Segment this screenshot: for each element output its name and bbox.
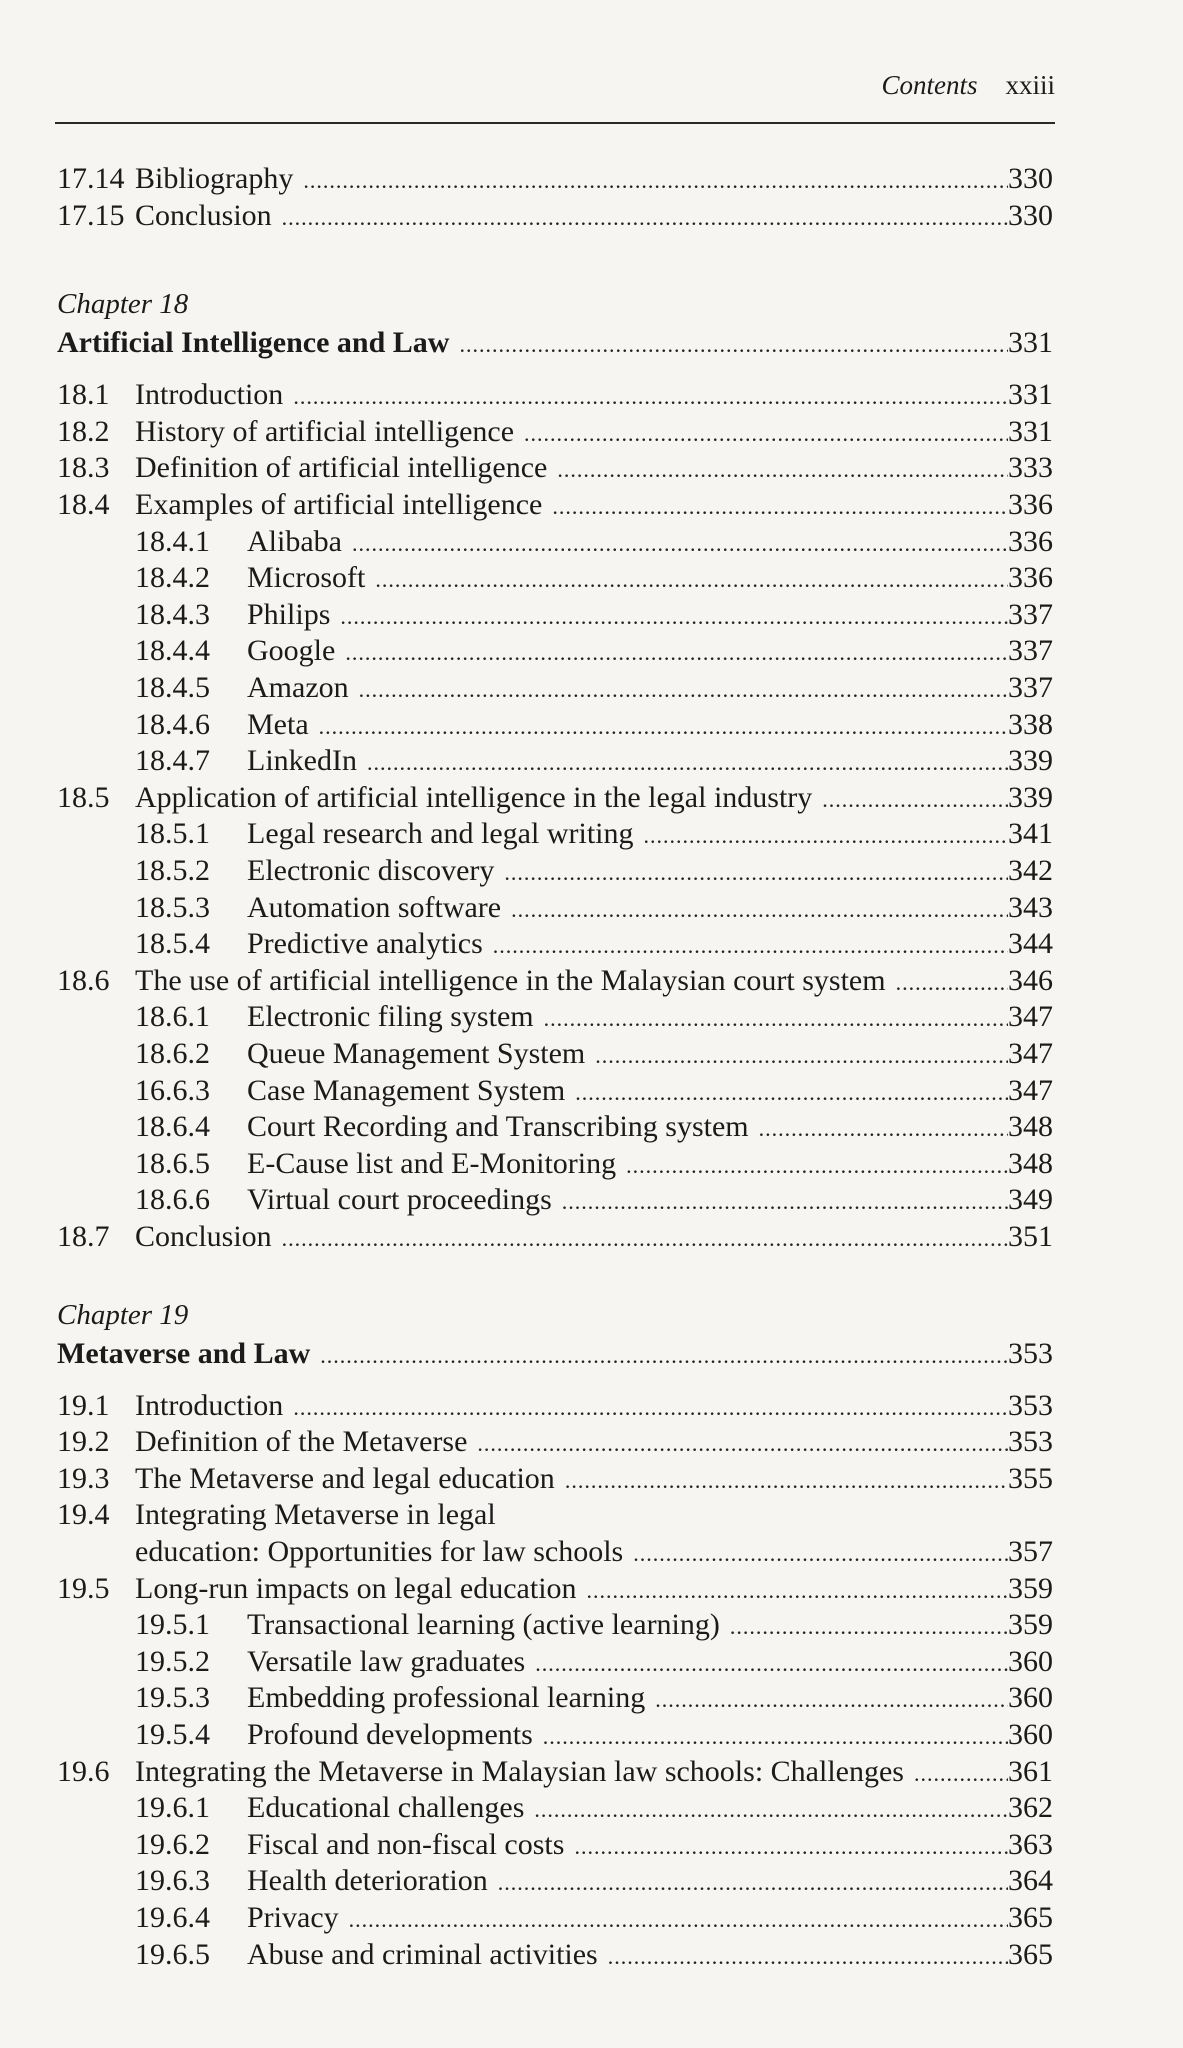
toc-entry[interactable] — [0, 1072, 1183, 1109]
section-number: 18.4.7 — [135, 744, 210, 778]
section-number: 18.6 — [57, 963, 110, 997]
dot-leader — [534, 1791, 1008, 1828]
section-title: Versatile law graduates — [247, 1644, 526, 1678]
dot-leader — [543, 1718, 1008, 1755]
dot-leader — [633, 1535, 1008, 1572]
page-number: 359 — [1008, 1608, 1053, 1642]
toc-entry[interactable] — [0, 889, 1183, 926]
section-title: Queue Management System — [247, 1037, 586, 1070]
section-title: Health deterioration — [247, 1864, 488, 1898]
section-number: 18.6.4 — [135, 1110, 210, 1144]
section-title: Fiscal and non-fiscal costs — [247, 1827, 565, 1861]
toc-entry[interactable] — [0, 160, 1183, 197]
page-number: 361 — [1008, 1754, 1053, 1788]
toc-entry[interactable] — [0, 1570, 1183, 1607]
toc-entry[interactable] — [0, 1035, 1183, 1072]
section-number: 18.5.4 — [135, 927, 210, 961]
page-number: 360 — [1008, 1718, 1053, 1751]
section-title: Automation software — [247, 890, 502, 924]
toc-entry[interactable] — [0, 1423, 1183, 1460]
toc-entry[interactable] — [0, 1533, 1183, 1570]
section-title: Privacy — [247, 1901, 339, 1934]
running-head — [0, 70, 1055, 101]
section-number: 18.5.1 — [135, 817, 210, 851]
page-number: 347 — [1008, 1073, 1053, 1107]
section-title: Conclusion — [135, 198, 272, 232]
page-number: 359 — [1008, 1571, 1053, 1605]
section-number: 18.4.1 — [135, 524, 210, 558]
section-number: 18.6.6 — [135, 1183, 210, 1217]
dot-leader — [608, 1938, 1008, 1975]
section-number: 19.6 — [57, 1754, 110, 1788]
page-number: 353 — [1008, 1388, 1053, 1422]
section-number: 17.15 — [57, 198, 125, 232]
section-title: Educational challenges — [247, 1791, 525, 1825]
dot-leader — [557, 451, 1008, 488]
page-number: 337 — [1008, 597, 1053, 631]
section-title: Electronic discovery — [247, 854, 495, 887]
section-number: 18.6.2 — [135, 1037, 210, 1070]
page-number: 336 — [1008, 561, 1053, 595]
page-number: 357 — [1008, 1535, 1053, 1568]
toc-entry[interactable] — [0, 1679, 1183, 1716]
section-number: 19.6.4 — [135, 1901, 210, 1934]
section-title: History of artificial intelligence — [135, 414, 515, 448]
section-number: 19.5.3 — [135, 1681, 210, 1715]
page-number: 348 — [1008, 1146, 1053, 1180]
header-rule — [55, 122, 1055, 124]
dot-leader — [345, 634, 1008, 671]
toc-entry[interactable] — [0, 197, 1183, 234]
section-title: Long-run impacts on legal education — [135, 1571, 577, 1605]
section-number: 19.6.3 — [135, 1864, 210, 1898]
section-number: 18.4.4 — [135, 634, 210, 668]
dot-leader — [575, 1074, 1008, 1111]
section-title: Introduction — [135, 1388, 284, 1422]
section-number: 18.4.2 — [135, 561, 210, 595]
section-number: 18.4 — [57, 488, 110, 521]
section-number: 18.5 — [57, 780, 110, 814]
dot-leader — [544, 1000, 1008, 1037]
section-title: Introduction — [135, 378, 284, 412]
dot-leader — [459, 326, 1008, 363]
dot-leader — [498, 1864, 1008, 1901]
section-number: 18.5.3 — [135, 890, 210, 924]
toc-entry[interactable] — [0, 742, 1183, 779]
page-number: 336 — [1008, 488, 1053, 521]
page-number: 362 — [1008, 1791, 1053, 1825]
section-number: 19.2 — [57, 1425, 110, 1459]
section-number: 18.7 — [57, 1220, 110, 1253]
running-head-title: Contents — [881, 70, 978, 100]
section-number: 19.5.2 — [135, 1644, 210, 1678]
chapter-title-row[interactable] — [0, 1335, 1183, 1372]
section-number: 18.4.6 — [135, 707, 210, 741]
page-number: 336 — [1008, 524, 1053, 558]
toc-entry[interactable] — [0, 486, 1183, 523]
toc-entry[interactable] — [0, 706, 1183, 743]
toc-entry[interactable] — [0, 1181, 1183, 1218]
dot-leader — [626, 1147, 1008, 1184]
page-number: 349 — [1008, 1183, 1053, 1217]
page-number: 347 — [1008, 1037, 1053, 1070]
toc-entry[interactable] — [0, 815, 1183, 852]
page-number: 348 — [1008, 1110, 1053, 1144]
section-number: 18.4.3 — [135, 597, 210, 631]
section-title: Metaverse and Law — [57, 1336, 311, 1370]
toc-entry[interactable] — [0, 1145, 1183, 1182]
toc-entry[interactable] — [0, 632, 1183, 669]
section-number: 19.5 — [57, 1571, 110, 1605]
toc-entry[interactable] — [0, 1108, 1183, 1145]
page-number: 365 — [1008, 1937, 1053, 1971]
dot-leader — [595, 1037, 1008, 1074]
section-number: 18.2 — [57, 414, 110, 448]
dot-leader — [552, 488, 1008, 525]
section-title: education: Opportunities for law schools — [135, 1535, 624, 1568]
dot-leader — [643, 817, 1008, 854]
toc-entry[interactable] — [0, 559, 1183, 596]
toc-entry[interactable] — [0, 852, 1183, 889]
toc-entry[interactable] — [0, 1606, 1183, 1643]
toc-entry[interactable] — [0, 1899, 1183, 1936]
section-title: Artificial Intelligence and Law — [57, 326, 450, 360]
toc-entry[interactable] — [0, 1716, 1183, 1753]
section-number: 19.4 — [57, 1498, 110, 1532]
toc-entry[interactable] — [0, 779, 1183, 816]
section-title: E-Cause list and E-Monitoring — [247, 1146, 617, 1180]
section-title: Examples of artificial intelligence — [135, 488, 543, 521]
dot-leader — [320, 1337, 1008, 1374]
page-number: 360 — [1008, 1644, 1053, 1678]
toc-entry[interactable] — [0, 1460, 1183, 1497]
section-number: 18.1 — [57, 378, 110, 412]
toc-entry[interactable] — [0, 1826, 1183, 1863]
section-title: Philips — [247, 597, 331, 631]
section-title: Definition of the Metaverse — [135, 1425, 468, 1459]
section-number: 19.1 — [57, 1388, 110, 1422]
page-number: 341 — [1008, 817, 1053, 851]
section-title: Abuse and criminal activities — [247, 1937, 598, 1971]
running-head-page-number: xxiii — [1005, 70, 1055, 100]
dot-leader — [655, 1681, 1008, 1718]
page-number: 333 — [1008, 451, 1053, 485]
dot-leader — [477, 1425, 1008, 1462]
dot-leader — [587, 1572, 1008, 1609]
chapter-label: Chapter 18 — [57, 288, 189, 321]
section-number: 19.6.5 — [135, 1937, 210, 1971]
dot-leader — [349, 1901, 1008, 1938]
dot-leader — [282, 1220, 1008, 1257]
toc-entry[interactable] — [0, 376, 1183, 413]
page-number: 339 — [1008, 744, 1053, 778]
page-number: 355 — [1008, 1461, 1053, 1495]
toc-entry[interactable] — [0, 1496, 1183, 1533]
dot-leader — [359, 671, 1008, 708]
section-number: 19.5.4 — [135, 1718, 210, 1751]
section-title: Profound developments — [247, 1718, 533, 1751]
toc-entry[interactable] — [0, 523, 1183, 560]
toc-entry[interactable] — [0, 1643, 1183, 1680]
dot-leader — [511, 891, 1008, 928]
toc-entry[interactable] — [0, 449, 1183, 486]
section-number: 17.14 — [57, 162, 125, 195]
dot-leader — [535, 1645, 1008, 1682]
dot-leader — [493, 927, 1008, 964]
dot-leader — [730, 1608, 1008, 1645]
dot-leader — [352, 525, 1008, 562]
section-title: Embedding professional learning — [247, 1681, 646, 1715]
section-title: Bibliography — [135, 162, 294, 195]
toc-entry[interactable] — [0, 413, 1183, 450]
section-title: Meta — [247, 707, 309, 741]
section-title: Virtual court proceedings — [247, 1183, 552, 1217]
dot-leader — [504, 854, 1008, 891]
page-number: 365 — [1008, 1901, 1053, 1934]
dot-leader — [282, 199, 1008, 236]
dot-leader — [340, 598, 1008, 635]
section-title: Application of artificial intelligence in the legal industry — [135, 780, 813, 814]
toc-entry[interactable] — [0, 596, 1183, 633]
section-title: Electronic filing system — [247, 1000, 534, 1034]
dot-leader — [759, 1110, 1008, 1147]
page-number: 330 — [1008, 162, 1053, 195]
section-title: Integrating Metaverse in legal — [135, 1498, 496, 1532]
section-title: Google — [247, 634, 336, 668]
section-number: 19.6.1 — [135, 1791, 210, 1825]
page-number: 331 — [1008, 326, 1053, 360]
toc-entry[interactable] — [0, 1936, 1183, 1973]
section-title: Amazon — [247, 671, 349, 704]
section-number: 18.3 — [57, 451, 110, 485]
section-title: Legal research and legal writing — [247, 817, 634, 851]
page-number: 338 — [1008, 707, 1053, 741]
dot-leader — [822, 781, 1008, 818]
toc-entry[interactable] — [0, 1387, 1183, 1424]
section-title: Conclusion — [135, 1220, 272, 1253]
page-number: 363 — [1008, 1827, 1053, 1861]
toc-entry[interactable] — [0, 1753, 1183, 1790]
section-number: 18.4.5 — [135, 671, 210, 704]
dot-leader — [367, 744, 1008, 781]
page-number: 330 — [1008, 198, 1053, 232]
section-title: Court Recording and Transcribing system — [247, 1110, 749, 1144]
dot-leader — [319, 708, 1008, 745]
section-number: 19.3 — [57, 1461, 110, 1495]
dot-leader — [524, 415, 1008, 452]
section-title: Transactional learning (active learning) — [247, 1608, 720, 1642]
section-number: 18.5.2 — [135, 854, 210, 887]
chapter-title-row[interactable] — [0, 324, 1183, 361]
dot-leader — [562, 1183, 1008, 1220]
dot-leader — [574, 1828, 1008, 1865]
section-title: Microsoft — [247, 561, 366, 595]
toc-entry[interactable] — [0, 1218, 1183, 1255]
page-number: 364 — [1008, 1864, 1053, 1898]
page-number: 339 — [1008, 780, 1053, 814]
page-number: 344 — [1008, 927, 1053, 961]
section-title: Predictive analytics — [247, 927, 483, 961]
toc-entry[interactable] — [0, 925, 1183, 962]
page-number: 331 — [1008, 414, 1053, 448]
dot-leader — [293, 1389, 1008, 1426]
dot-leader — [896, 964, 1008, 1001]
dot-leader — [565, 1462, 1008, 1499]
section-number: 19.5.1 — [135, 1608, 210, 1642]
page-number: 337 — [1008, 634, 1053, 668]
section-title: Definition of artificial intelligence — [135, 451, 548, 485]
section-title: Case Management System — [247, 1073, 566, 1107]
toc-entry[interactable] — [0, 962, 1183, 999]
section-title: LinkedIn — [247, 744, 357, 778]
toc-entry[interactable] — [0, 669, 1183, 706]
page-number: 353 — [1008, 1425, 1053, 1459]
section-title: The Metaverse and legal education — [135, 1461, 555, 1495]
toc-entry[interactable] — [0, 1789, 1183, 1826]
toc-entry[interactable] — [0, 1862, 1183, 1899]
dot-leader — [375, 561, 1008, 598]
page-number: 353 — [1008, 1336, 1053, 1370]
page-number: 337 — [1008, 671, 1053, 704]
section-title: Integrating the Metaverse in Malaysian law schools: Challenges — [135, 1754, 904, 1788]
page-number: 351 — [1008, 1220, 1053, 1253]
dot-leader — [303, 162, 1008, 199]
page-number: 343 — [1008, 890, 1053, 924]
section-title: The use of artificial intelligence in the Malaysian court system — [135, 963, 886, 997]
page-number: 342 — [1008, 854, 1053, 887]
chapter-label: Chapter 19 — [57, 1298, 189, 1331]
dot-leader — [293, 378, 1008, 415]
page-number: 360 — [1008, 1681, 1053, 1715]
page-number: 331 — [1008, 378, 1053, 412]
page-number: 347 — [1008, 1000, 1053, 1034]
dot-leader — [914, 1755, 1008, 1792]
section-number: 19.6.2 — [135, 1827, 210, 1861]
section-number: 18.6.5 — [135, 1146, 210, 1180]
section-title: Alibaba — [247, 524, 342, 558]
section-number: 18.6.1 — [135, 1000, 210, 1034]
toc-entry[interactable] — [0, 998, 1183, 1035]
section-number: 16.6.3 — [135, 1073, 210, 1107]
page-number: 346 — [1008, 963, 1053, 997]
